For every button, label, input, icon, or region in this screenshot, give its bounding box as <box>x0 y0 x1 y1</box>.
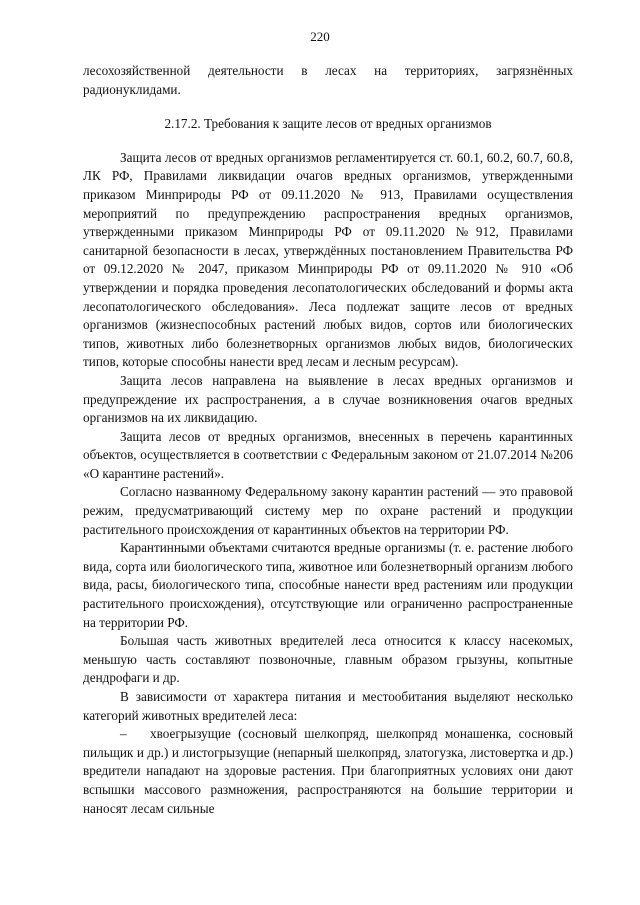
paragraph-pest-classes: Большая часть животных вредителей леса относится к классу насекомых, меньшую часть составляют позвоночные, главным образом грызуны, копытные дендрофаги и др. <box>83 633 573 686</box>
list-item-text: хвоегрызущие (сосновый шелкопряд, шелкопряд монашенка, сосновый пильщик и др.) и листогрызущие (непарный шелкопряд, златогузка, листовертка и др.) вредители нападают на здоровые растения. При благоприятных условиях они дают вспышки массового размножения, распространяются на большие территории и наносят лесам сильные <box>83 726 573 816</box>
paragraph-pest-categories: В зависимости от характера питания и местообитания выделяют несколько категорий животных вредителей леса: <box>83 689 573 723</box>
paragraph-quarantine-law: Защита лесов от вредных организмов, внесенных в перечень карантинных объектов, осуществляется в соответствии с Федеральным законом от 21.07.2014 №206 «О карантине растений». <box>83 428 573 481</box>
paragraph-quarantine-definition: Согласно названному Федеральному закону карантин растений — это правовой режим, предусматривающий систему мер по охране растений и продукции растительного происхождения от карантинных объектов на территории РФ. <box>83 484 573 537</box>
section-heading: 2.17.2. Требования к защите лесов от вредных организмов <box>164 116 492 132</box>
paragraph-regulation: Защита лесов от вредных организмов регламентируется ст. 60.1, 60.2, 60.7, 60.8, ЛК РФ, Правилами ликвидации очагов вредных организмов, утвержденными приказом Минприроды РФ от 09.11.2020 № 913, Правилами осуществления мероприятий по предупреждению распространения вредных организмов, утвержденными приказом Минприроды РФ от 09.11.2020 №912, Правилами санитарной безопасности в лесах, утверждённых постановлением Правительства РФ от 09.12.2020 № 2047, приказом Минприроды РФ от 09.11.2020 № 910 «Об утверждении и порядка проведения лесопатологических обследований и формы акта лесопатологического обследования». Леса подлежат защите лесов от вредных организмов (жизнеспособных растений любых видов, сортов или биологических типов, животных либо болезнетворных организмов любых видов, биологических типов, которые способны нанести вред лесам и лесным ресурсам). <box>83 149 573 370</box>
page-number: 220 <box>310 29 330 44</box>
list-item <box>83 725 573 818</box>
carryover-paragraph: лесохозяйственной деятельности в лесах на территориях, загрязнённых радионуклидами. <box>83 63 573 97</box>
paragraph-protection-goal: Защита лесов направлена на выявление в лесах вредных организмов и предупреждение их распространения, а в случае возникновения очагов вредных организмов на их ликвидацию. <box>83 372 573 426</box>
list-dash-marker: – <box>120 726 127 742</box>
document-body <box>83 62 573 818</box>
paragraph-quarantine-objects: Карантинными объектами считаются вредные организмы (т. е. растение любого вида, сорта или биологического типа, животное или болезнетворный организм любого вида, расы, биологического типа, способные нанести вред растениям или продукции растительного происхождения), отсутствующие или ограниченно распространенные на территории РФ. <box>83 540 573 630</box>
